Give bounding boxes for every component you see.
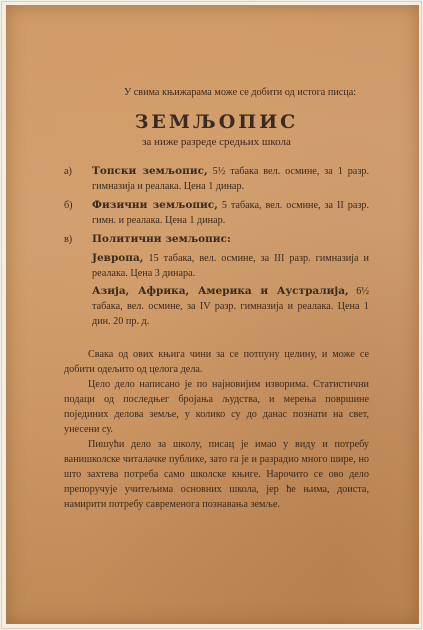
list-marker: б) — [64, 200, 73, 211]
book-description: 6½ табака, вел. осмине, за IV разр. гимназија и реалака. Цена 1 дин. 20 пр. д. — [92, 286, 370, 327]
document-title: ЗЕМЉОПИС — [134, 111, 299, 133]
body-paragraph: Пишући дело за школу, писац је имао у виду и потребу ванишколске читалачке публике, зато га је и разрадио много шире, но што захтева потреба само школске књиге. Нарочито се ово дело препоручује учитељима основних школа, јер ће њима, доиста, намирити потребу савременога познавања земље. — [64, 439, 369, 510]
document-subtitle: за ниже разреде средњих школа — [142, 136, 291, 148]
book-description: 5 табака, вел. осмине, за II разр. гимн. и реалака. Цена 1 динар. — [92, 200, 370, 226]
body-paragraph: Цело дело написано је по најновијим изворима. Статистични подаци од последњег бројања људства, и мерења површине појединих делова земље, у колико су до данас познати на свет, унесени су. — [64, 379, 369, 435]
page-content — [64, 85, 369, 512]
sub-item-europe — [92, 251, 369, 281]
list-marker: а) — [64, 166, 72, 177]
sub-item-other-continents — [92, 284, 369, 329]
intro-text: У свима књижарама може се добити од истога писца: — [124, 87, 357, 98]
list-item-a — [64, 164, 369, 194]
book-title: Физични земљопис, — [92, 199, 218, 211]
body-paragraph: Свака од ових књига чини за се потпуну целину, и може се добити одељито од целога дела. — [64, 349, 369, 375]
book-description: 15 табака, вел. осмине, за III разр. гимназија и реалака. Цена 3 динара. — [92, 253, 370, 279]
book-title: Јевропа, — [92, 252, 144, 264]
list-item-c — [64, 232, 369, 247]
list-item-b — [64, 198, 369, 228]
book-title: Топски земљопис, — [92, 165, 208, 177]
document-page — [6, 5, 419, 624]
book-description: 5½ табака вел. осмине, за 1 разр. гимназија и реалака. Цена 1 динар. — [92, 166, 369, 192]
list-marker: в) — [64, 234, 73, 245]
page-frame — [1, 1, 422, 629]
book-title: Азија, Африка, Америка и Аустралија, — [92, 285, 349, 297]
book-title: Политични земљопис: — [92, 233, 231, 245]
